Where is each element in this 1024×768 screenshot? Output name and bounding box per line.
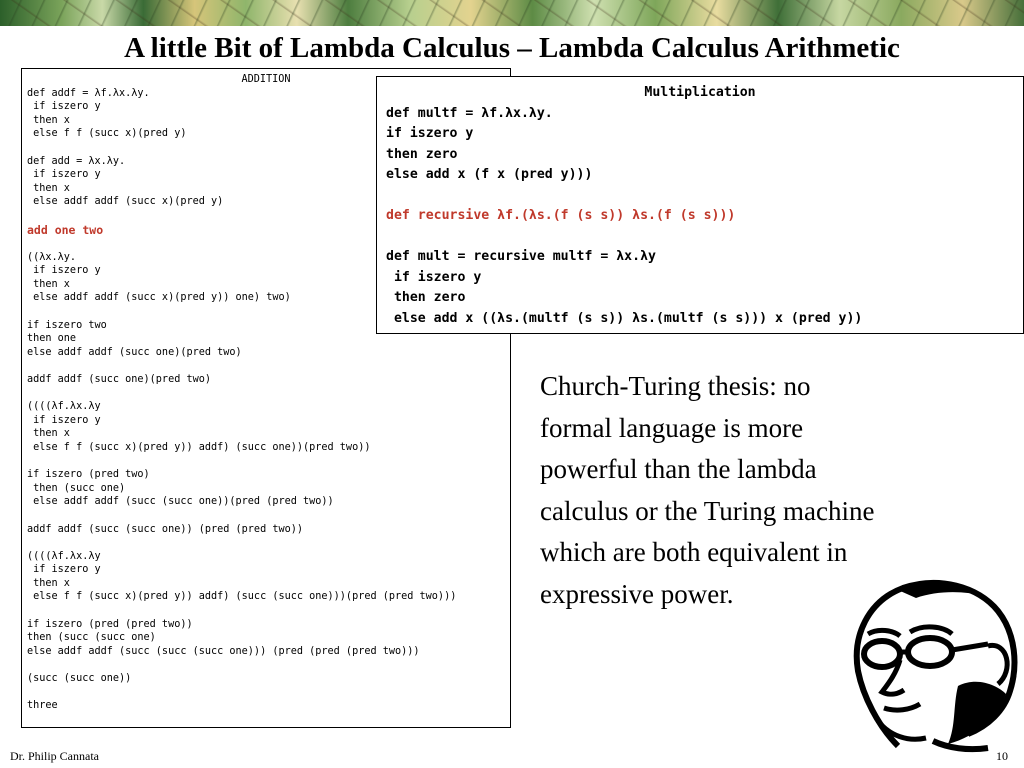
addition-code-line: then one xyxy=(27,333,77,345)
slide-number: 10 xyxy=(996,749,1008,763)
multiplication-code-line: then zero xyxy=(386,290,466,305)
thesis-line: calculus or the Turing machine xyxy=(540,495,875,526)
addition-code-line: if iszero (pred (pred two)) xyxy=(27,618,193,630)
portrait-ear xyxy=(988,645,1007,684)
multiplication-code-box xyxy=(376,76,1024,334)
multiplication-code-line: else add x ((λs.(multf (s s)) λs.(multf (s s))) x (pred y)) xyxy=(386,310,863,326)
addition-code-line: else f f (succ x)(pred y)) addf) (succ one))(pred two)) xyxy=(27,441,371,453)
thesis-line: expressive power. xyxy=(540,578,734,609)
addition-code-line xyxy=(27,658,505,672)
addition-code-line: else addf addf (succ (succ (succ one))) (pred (pred (pred two))) xyxy=(27,645,420,657)
addition-code-line: else addf addf (succ (succ one))(pred (pred two)) xyxy=(27,496,334,508)
addition-code-line: then x xyxy=(27,577,70,589)
addition-code-line: (succ (succ one)) xyxy=(27,673,132,685)
addition-code-line xyxy=(27,536,505,550)
multiplication-header: Multiplication xyxy=(644,85,756,100)
addition-highlight-line: add one two xyxy=(27,222,104,237)
portrait-glasses-left xyxy=(864,641,900,667)
addition-code-line: then x xyxy=(27,114,70,126)
addition-code-line: ((((λf.λx.λy xyxy=(27,401,101,413)
addition-code-line: then x xyxy=(27,182,70,194)
addition-code-line: else f f (succ x)(pred y)) addf) (succ (succ one)))(pred (pred two))) xyxy=(27,591,457,603)
multiplication-code-line xyxy=(386,186,1014,207)
stained-glass-banner xyxy=(0,0,1024,26)
thesis-line: which are both equivalent in xyxy=(540,537,848,567)
addition-code-line: else f f (succ x)(pred y) xyxy=(27,128,187,140)
addition-header: ADDITION xyxy=(241,74,291,85)
addition-code-line: else addf addf (succ x)(pred y)) one) two) xyxy=(27,292,291,304)
thesis-line: Church-Turing thesis: no xyxy=(540,371,811,401)
addition-code-line: ((λx.λy. xyxy=(27,251,77,263)
thesis-line: formal language is more xyxy=(540,412,804,443)
multiplication-code-line: else add x (f x (pred y))) xyxy=(386,167,593,182)
addition-code-line: if iszero y xyxy=(27,101,101,113)
multiplication-code-line: if iszero y xyxy=(386,269,482,285)
footer-author: Dr. Philip Cannata xyxy=(10,749,99,763)
addition-code-line xyxy=(27,509,505,523)
addition-code-line: if iszero y xyxy=(27,414,101,426)
multiplication-code-line xyxy=(386,227,1014,248)
addition-code-line: else addf addf (succ x)(pred y) xyxy=(27,196,224,208)
thesis-line: powerful than the lambda xyxy=(540,454,817,484)
multiplication-code-line: then zero xyxy=(386,146,458,162)
multiplication-code-line: def multf = λf.λx.λy. xyxy=(386,105,553,121)
addition-code-line xyxy=(27,686,505,700)
addition-code-line: three xyxy=(27,700,58,712)
addition-code-line: def add = λx.λy. xyxy=(27,155,126,167)
addition-code-line xyxy=(27,359,505,373)
addition-code-line xyxy=(27,455,505,469)
addition-code-line: if iszero (pred two) xyxy=(27,469,150,481)
addition-code-line: addf addf (succ (succ one)) (pred (pred two)) xyxy=(27,523,304,535)
addition-code-line: addf addf (succ one)(pred two) xyxy=(27,373,212,385)
addition-code-line xyxy=(27,387,505,401)
addition-code-line: then (succ (succ one) xyxy=(27,632,156,644)
banner-texture xyxy=(0,0,1024,26)
addition-code-line: ((((λf.λx.λy xyxy=(27,550,101,562)
portrait-glasses-right xyxy=(908,638,952,666)
addition-code-line: else addf addf (succ one)(pred two) xyxy=(27,346,242,358)
multiplication-code-lines xyxy=(386,104,1014,330)
addition-code-line xyxy=(27,604,505,618)
addition-code-line: if iszero y xyxy=(27,169,101,181)
multiplication-highlight-line: def recursive λf.(λs.(f (s s)) λs.(f (s s))) xyxy=(386,208,736,223)
addition-code-line: def addf = λf.λx.λy. xyxy=(27,87,150,99)
portrait-mouth xyxy=(884,704,920,710)
addition-code-line: if iszero two xyxy=(27,319,107,331)
multiplication-code-line: if iszero y xyxy=(386,126,474,141)
addition-code-line: then x xyxy=(27,428,70,440)
slide-title: A little Bit of Lambda Calculus – Lambda Calculus Arithmetic xyxy=(124,32,900,64)
addition-code-line: then x xyxy=(27,278,70,290)
multiplication-code-line: def mult = recursive multf = λx.λy xyxy=(386,249,656,264)
addition-code-line: then (succ one) xyxy=(27,482,126,494)
addition-code-line: if iszero y xyxy=(27,564,101,576)
turing-portrait-illustration xyxy=(838,576,1020,756)
addition-code-line: if iszero y xyxy=(27,265,101,277)
